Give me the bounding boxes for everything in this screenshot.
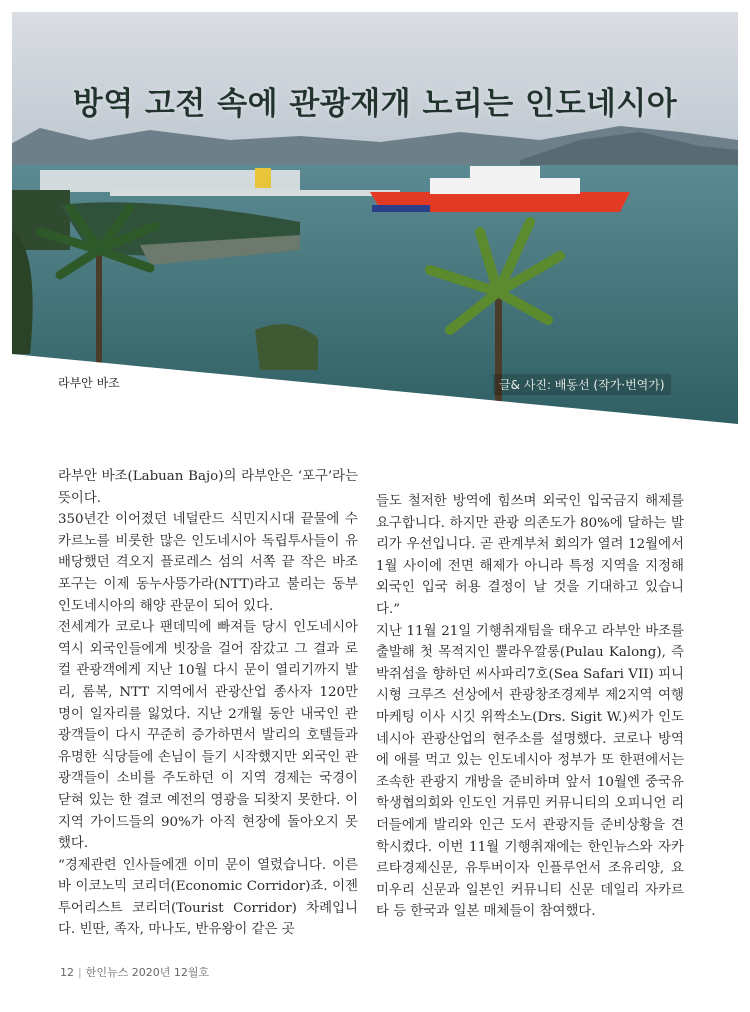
- author-credit: 글& 사진: 배동선 (작가·번역가): [493, 374, 671, 395]
- article-title: 방역 고전 속에 관광재개 노리는 인도네시아: [72, 86, 678, 122]
- paragraph: “경제관련 인사들에겐 이미 문이 열렸습니다. 이른바 이코노믹 코리더(Economic Corridor)죠. 이젠 투어리스트 코리더(Tourist Corridor) 차례입니다. 빈딴, 족자, 마나도, 반유왕이 같은 곳: [58, 857, 358, 938]
- page-footer: [60, 964, 209, 980]
- paragraph: 전세계가 코로나 팬데믹에 빠져들 당시 인도네시아 역시 외국인들에게 빗장을 걸어 잠갔고 그 결과 로컬 관광객에게 지난 10월 다시 문이 열리기까지 발리, 롬복, NTT 지역에서 관광산업 종사자 120만 명이 일자리를 잃었다. 지난 2개월 동안 내국인 관광객들이 다시 꾸준히 증가하면서 발리의 호텔들과 유명한 식당들에 손님이 들기 시작했지만 외국인 관광객들이 소비를 주도하던 이 지역 경제는 국경이 닫혀 있는 한 결코 예전의 영광을 되찾지 못한다. 이 지역 가이드들의 90%가 아직 현장에 돌아오지 못했다.: [58, 620, 358, 852]
- hero-photo: [0, 0, 750, 470]
- paragraph: 지난 11월 21일 기행취재팀을 태우고 라부안 바조를 출발해 첫 목적지인 뿔라우깔롱(Pulau Kalong), 즉 박쥐섬을 향하던 씨사파리7호(Sea Safari VII) 피니시형 크루즈 선상에서 관광창조경제부 제2지역 여행마케팅 이사 시깃 위짝소노(Drs. Sigit W.)씨가 인도네시아 관광산업의 현주소를 설명했다. 코로나 방역에 애를 먹고 있는 인도네시아 정부가 또 한편에서는 조속한 관광지 개방을 준비하며 앞서 10월엔 중국유학생협의회와 인도인 거류민 커뮤니티의 오피니언 리더들에게 발리와 인근 도서 관광지들 준비상황을 견학시켰다. 이번 11월 기행취재에는 한인뉴스와 자카르타경제신문, 유투버이자 인플루언서 조유리양, 요미우리 신문과 일본인 커뮤니티 신문 데일리 자카르타 등 한국과 일본 매체들이 참여했다.: [376, 623, 684, 920]
- harbor-photo-illustration: [0, 0, 750, 470]
- footer-divider: |: [78, 966, 82, 979]
- body-column-left: [58, 466, 358, 941]
- paragraph: 350년간 이어졌던 네덜란드 식민지시대 끝물에 수카르노를 비롯한 많은 인도네시아 독립투사들이 유배당했던 격오지 플로레스 섬의 서쪽 끝 작은 바조 포구는 이제 동누사뜽가라(NTT)라고 불리는 동부 인도네시아의 해양 관문이 되어 있다.: [58, 512, 358, 614]
- publication-name: 한인뉴스 2020년 12월호: [85, 966, 210, 979]
- paragraph: 라부안 바조(Labuan Bajo)의 라부안은 ‘포구’라는 뜻이다.: [58, 469, 358, 506]
- page-number: 12: [60, 966, 74, 979]
- body-column-right: [376, 491, 684, 923]
- pier: [110, 190, 400, 196]
- photo-caption: 라부안 바조: [58, 376, 120, 390]
- paragraph: 들도 철저한 방역에 힘쓰며 외국인 입국금지 해제를 요구합니다. 하지만 관광 의존도가 80%에 달하는 발리가 우선입니다. 곧 관계부처 회의가 열려 12월에서 1월 사이에 전면 해제가 아니라 특정 지역을 지정해 외국인 입국 허용 결정이 날 것을 기대하고 있습니다.”: [376, 494, 684, 617]
